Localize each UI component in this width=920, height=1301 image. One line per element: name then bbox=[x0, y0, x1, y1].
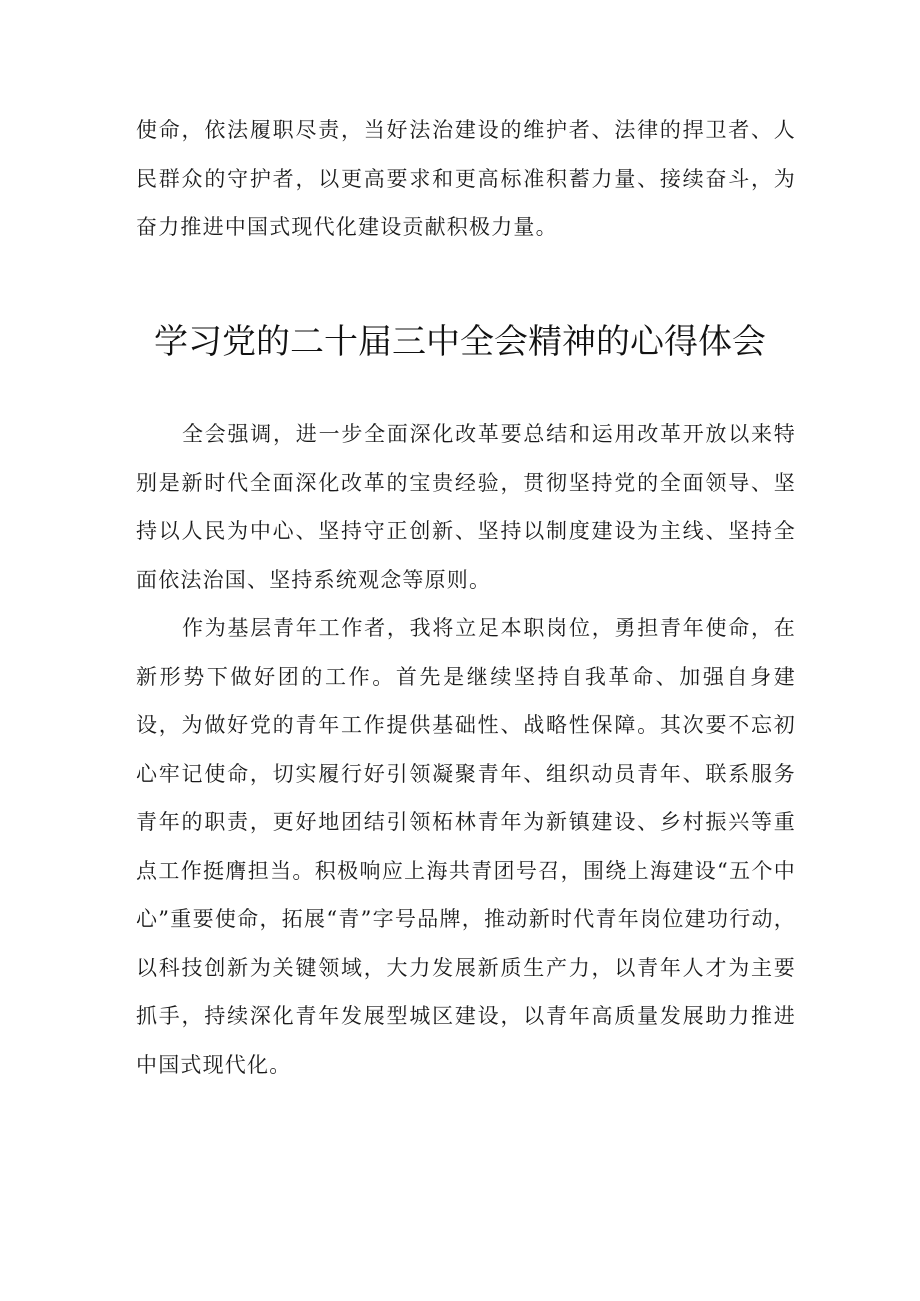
body-paragraph-2: 作为基层青年工作者，我将立足本职岗位，勇担青年使命，在新形势下做好团的工作。首先是继续坚持自我革命、加强自身建设，为做好党的青年工作提供基础性、战略性保障。其次要不忘初心牢记使命，切实履行好引领凝聚青年、组织动员青年、联系服务青年的职责，更好地团结引领柘林青年为新镇建设、乡村振兴等重点工作挺膺担当。积极响应上海共青团号召，围绕上海建设“五个中心”重要使命，拓展“青”字号品牌，推动新时代青年岗位建功行动，以科技创新为关键领域，大力发展新质生产力，以青年人才为主要抓手，持续深化青年发展型城区建设，以青年高质量发展助力推进中国式现代化。 bbox=[136, 616, 796, 1077]
body-paragraph-1: 全会强调，进一步全面深化改革要总结和运用改革开放以来特别是新时代全面深化改革的宝贵经验，贯彻坚持党的全面领导、坚持以人民为中心、坚持守正创新、坚持以制度建设为主线、坚持全面依法治国、坚持系统观念等原则。 bbox=[136, 422, 796, 592]
article-body bbox=[136, 410, 796, 1089]
article-title: 学习党的二十届三中全会精神的心得体会 bbox=[154, 322, 766, 362]
continuation-text bbox=[136, 106, 796, 252]
continuation-paragraph: 使命，依法履职尽责，当好法治建设的维护者、法律的捍卫者、人民群众的守护者，以更高要求和更高标准积蓄力量、接续奋斗，为奋力推进中国式现代化建设贡献积极力量。 bbox=[136, 118, 796, 239]
